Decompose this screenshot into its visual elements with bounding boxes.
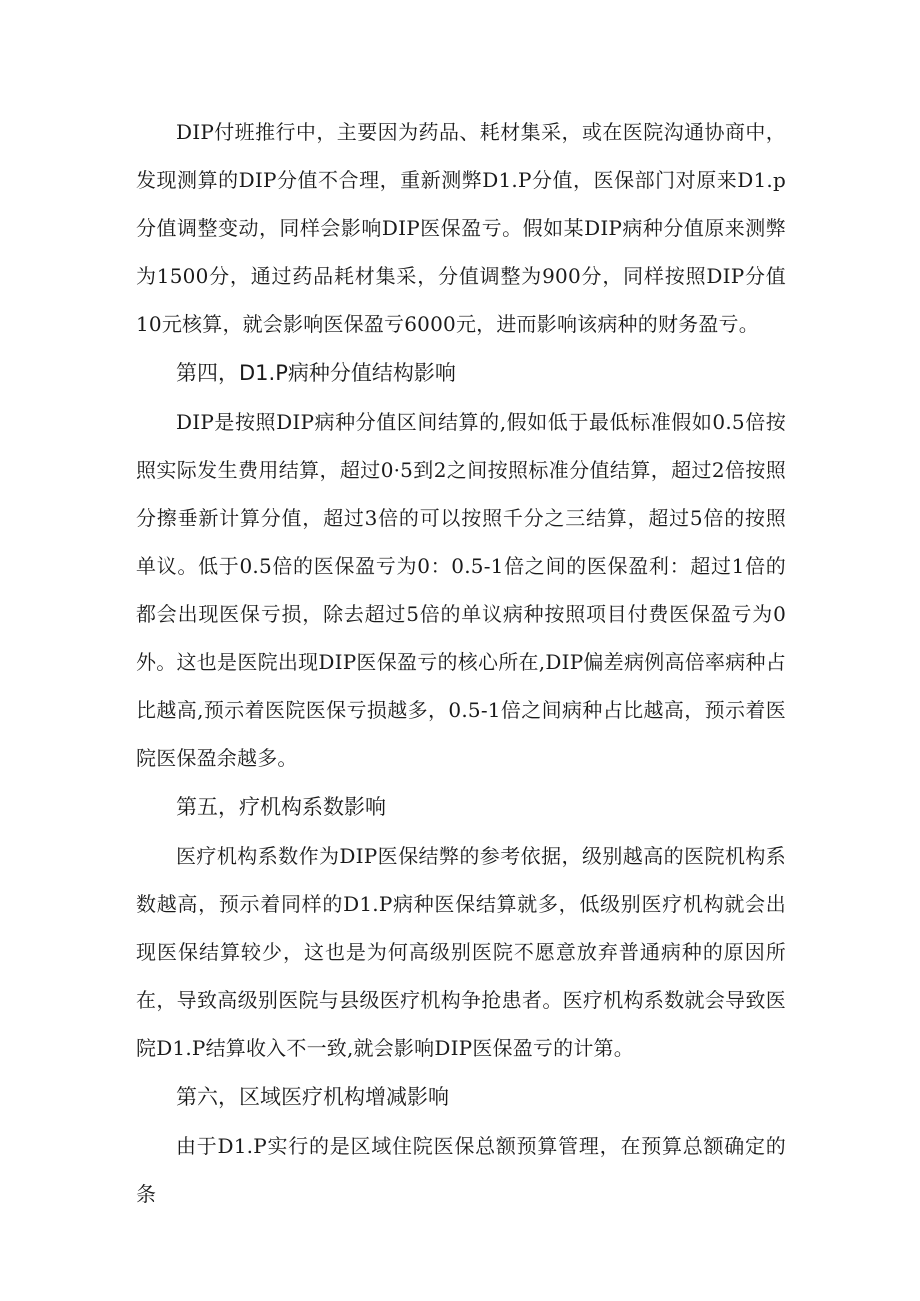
heading-section-six: 第六，区域医疗机构增减影响 — [176, 1085, 449, 1109]
heading-section-four: 第四，D1.P病种分值结构影响 — [176, 361, 456, 385]
heading-section-five: 第五，疗机构系数影响 — [176, 795, 386, 819]
paragraph-regional-institutions: 由于D1.P实行的是区域住院医保总额预算管理，在预算总额确定的条 — [136, 1134, 786, 1206]
paragraph-dip-score-structure: DIP是按照DIP病种分值区间结算的,假如低于最低标准假如0.5倍按照实际发生费用结算，超过0·5到2之间按照标准分值结算，超过2倍按照分擦垂新计算分值，超过3倍的可以按照千分之三结算，超过5倍的按照单议。低于0.5倍的医保盈亏为0：0.5-1倍之间的医保盈利：超过1倍的都会出现医保亏损，除去超过5倍的单议病种按照项目付费医保盈亏为0外。这也是医院出现DIP医保盈亏的核心所在,DIP偏差病例高倍率病种占比越高,预示着医院医保亏损越多，0.5-1倍之间病种占比越高，预示着医院医保盈余越多。 — [136, 410, 786, 770]
paragraph-institution-coefficient: 医疗机构系数作为DIP医保结弊的参考依据，级别越高的医院机构系数越高，预示着同样的D1.P病种医保结算就多，低级别医疗机构就会出现医保结算较少，这也是为何高级别医院不愿意放弃普通病种的原因所在，导致高级别医院与县级医疗机构争抢患者。医疗机构系数就会导致医院D1.P结算收入不一致,就会影响DIP医保盈亏的计第。 — [136, 844, 786, 1060]
paragraph-dip-score-adjustment: DIP付班推行中，主要因为药品、耗材集采，或在医院沟通协商中，发现测算的DIP分值不合理，重新测弊D1.P分值，医保部门对原来D1.p分值调整变动，同样会影响DIP医保盈亏。假如某DIP病种分值原来测弊为1500分，通过药品耗材集采，分值调整为900分，同样按照DIP分值10元核算，就会影响医保盈亏6000元，进而影响该病种的财务盈亏。 — [136, 120, 786, 336]
